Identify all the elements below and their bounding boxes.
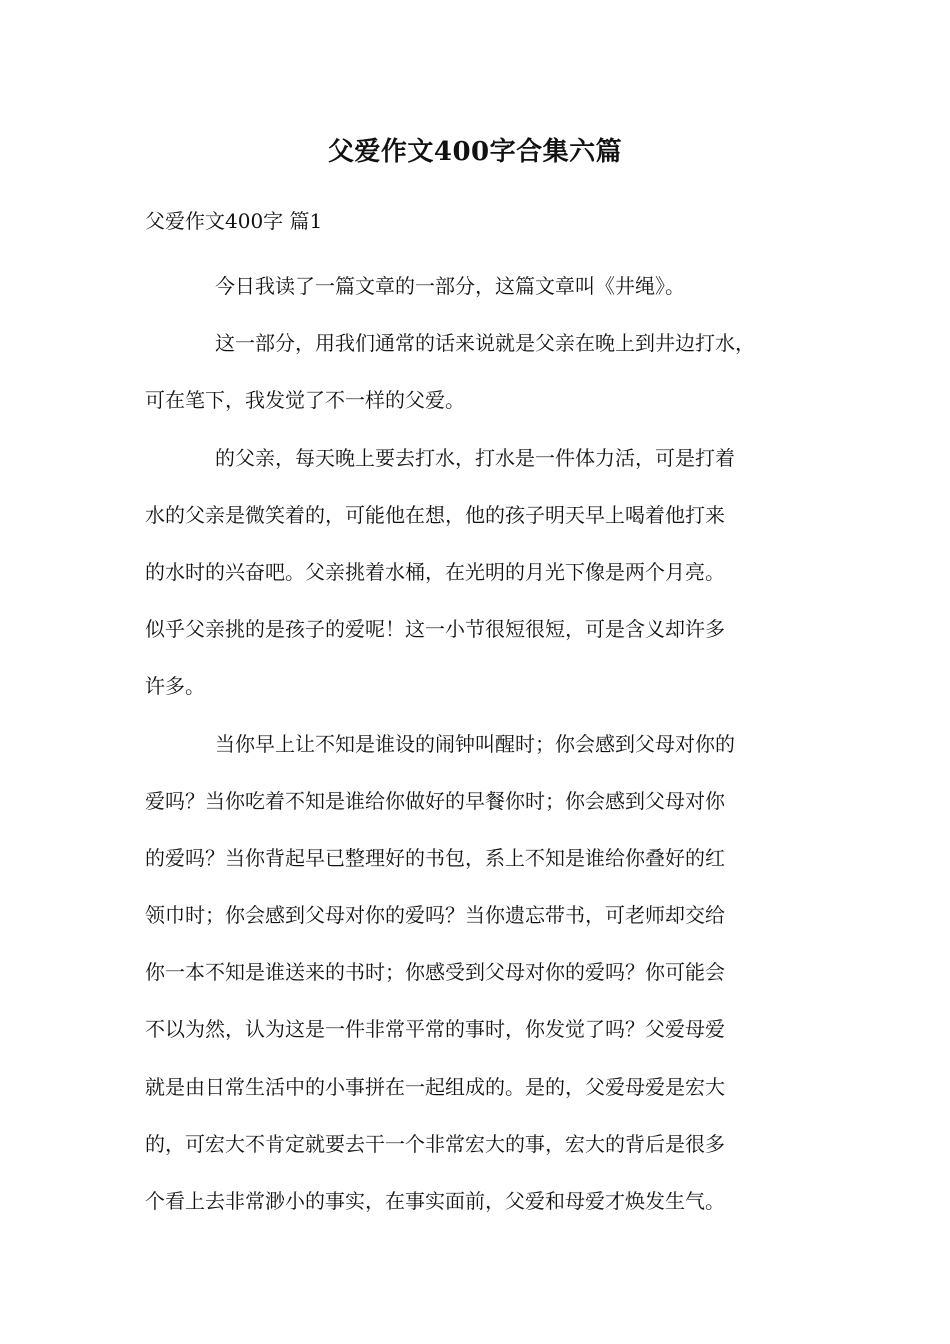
paragraph-1	[145, 258, 810, 315]
text-line: 爱吗？当你吃着不知是谁给你做好的早餐你时；你会感到父母对你	[145, 788, 725, 813]
paragraph-2	[145, 315, 810, 429]
text-line: 这一部分，用我们通常的话来说就是父亲在晚上到井边打水，	[215, 331, 755, 356]
text-line: 水的父亲是微笑着的，可能他在想，他的孩子明天早上喝着他打来	[145, 502, 725, 527]
article-body	[145, 258, 810, 1230]
text-line: 的，可宏大不肯定就要去干一个非常宏大的事，宏大的背后是很多	[145, 1131, 725, 1156]
paragraph-3	[145, 430, 810, 716]
text-line: 个看上去非常渺小的事实，在事实面前，父爱和母爱才焕发生气。	[145, 1189, 725, 1213]
text-line: 你一本不知是谁送来的书时；你感受到父母对你的爱吗？你可能会	[145, 960, 725, 985]
text-line: 许多。	[145, 674, 205, 699]
text-line: 当你早上让不知是谁设的闹钟叫醒时；你会感到父母对你的	[215, 731, 735, 756]
text-line: 今日我读了一篇文章的一部分，这篇文章叫《井绳》。	[215, 274, 685, 298]
section-heading: 父爱作文400字 篇1	[145, 209, 323, 233]
document-title: 父爱作文400字合集六篇	[327, 137, 623, 167]
text-line: 似乎父亲挑的是孩子的爱呢！这一小节很短很短，可是含义却许多	[145, 617, 725, 642]
text-line: 的水时的兴奋吧。父亲挑着水桶，在光明的月光下像是两个月亮。	[145, 559, 725, 584]
paragraph-4	[145, 716, 810, 1231]
text-line: 不以为然，认为这是一件非常平常的事时，你发觉了吗？父爱母爱	[145, 1017, 725, 1042]
text-line: 的父亲，每天晚上要去打水，打水是一件体力活，可是打着	[215, 445, 735, 470]
text-line: 领巾时；你会感到父母对你的爱吗？当你遗忘带书，可老师却交给	[145, 903, 725, 928]
text-line: 的爱吗？当你背起早已整理好的书包，系上不知是谁给你叠好的红	[145, 845, 725, 870]
text-line: 可在笔下，我发觉了不一样的父爱。	[145, 388, 465, 413]
text-line: 就是由日常生活中的小事拼在一起组成的。是的，父爱母爱是宏大	[145, 1074, 725, 1099]
